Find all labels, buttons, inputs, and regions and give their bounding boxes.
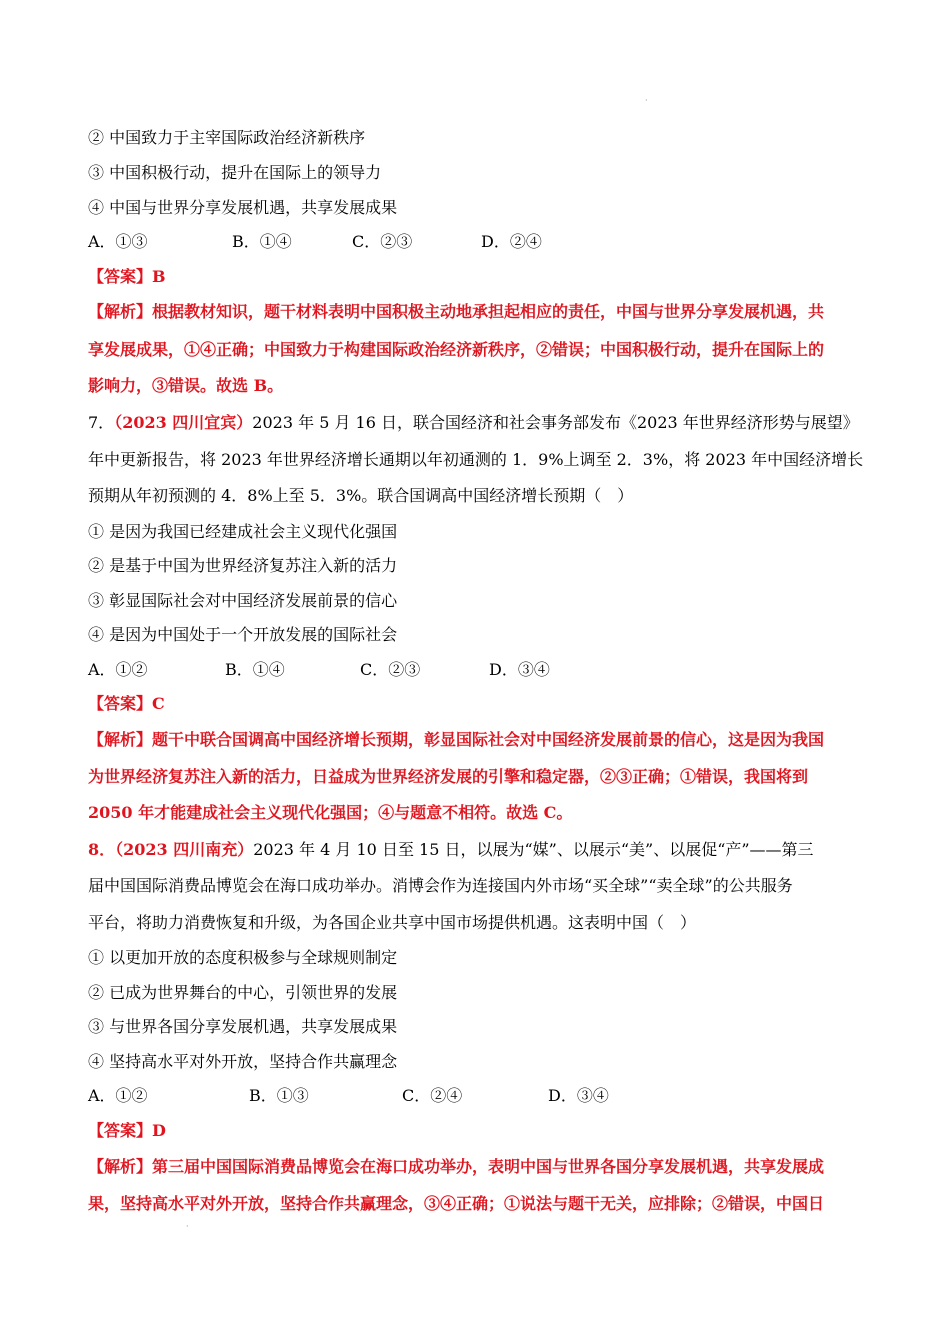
choice-d: D．③④ [548,1086,609,1105]
q7-option-1: ① 是因为我国已经建成社会主义现代化强国 [88,522,398,541]
q7-option-3: ③ 彰显国际社会对中国经济发展前景的信心 [88,591,398,610]
choice-b: B．①④ [232,232,292,251]
choice-b: B．①③ [249,1086,309,1105]
q7-stem-2: 年中更新报告，将 2023 年世界经济增长通期以年初通测的 1．9%上调至 2．3%，将 2023 年中国经济增长 [88,450,864,469]
prev-option-4: ④ 中国与世界分享发展机遇，共享发展成果 [88,198,398,217]
q7-analysis-3: 2050 年才能建成社会主义现代化强国；④与题意不相符。故选 C。 [88,803,573,822]
q7-answer: 【答案】C [88,694,165,713]
q8-number: 8． [88,840,116,859]
q8-source: （2023 四川南充） [115,840,254,859]
q7-stem-3: 预期从年初预测的 4．8%上至 5．3%。联合国调高中国经济增长预期（ ） [88,486,634,505]
q7-stem-text: 2023 年 5 月 16 日，联合国经济和社会事务部发布《2023 年世界经济形势与展望》 [252,413,859,432]
q8-stem-2: 届中国国际消费品博览会在海口成功举办。消博会作为连接国内外市场“买全球”“卖全球”的公共服务 [88,876,793,895]
q7-option-4: ④ 是因为中国处于一个开放发展的国际社会 [88,625,398,644]
q8-stem-1 [88,840,878,860]
choice-b: B．①④ [225,660,285,679]
q8-analysis-1: 【解析】第三届中国国际消费品博览会在海口成功举办，表明中国与世界各国分享发展机遇，共享发展成 [88,1157,825,1176]
choice-a: A．①③ [88,232,148,251]
q7-number: 7． [88,413,115,432]
q8-option-3: ③ 与世界各国分享发展机遇，共享发展成果 [88,1017,398,1036]
q8-stem-3: 平台，将助力消费恢复和升级，为各国企业共享中国市场提供机遇。这表明中国（ ） [88,913,697,932]
q8-stem-text: 2023 年 4 月 10 日至 15 日，以展为“媒”、以展示“美”、以展促“产”——第三 [253,840,814,859]
prev-analysis-3: 影响力，③错误。故选 B。 [88,376,284,395]
scan-dot: · [645,96,648,105]
q7-analysis-1: 【解析】题干中联合国调高中国经济增长预期，彰显国际社会对中国经济发展前景的信心，这是因为我国 [88,730,825,749]
prev-option-3: ③ 中国积极行动，提升在国际上的领导力 [88,163,382,182]
q7-stem-1 [88,413,878,433]
choice-a: A．①② [88,1086,148,1105]
prev-option-2: ② 中国致力于主宰国际政治经济新秩序 [88,128,366,147]
prev-analysis-2: 享发展成果，①④正确；中国致力于构建国际政治经济新秩序，②错误；中国积极行动，提升在国际上的 [88,340,825,359]
q8-analysis-2: 果，坚持高水平对外开放，坚持合作共赢理念，③④正确；①说法与题干无关，应排除；②错误，中国日 [88,1194,825,1213]
choice-d: D．②④ [481,232,542,251]
scan-dot: · [186,1222,189,1231]
choice-c: C．②④ [402,1086,463,1105]
choice-c: C．②③ [360,660,421,679]
q8-option-4: ④ 坚持高水平对外开放，坚持合作共赢理念 [88,1052,398,1071]
q8-option-2: ② 已成为世界舞台的中心，引领世界的发展 [88,983,398,1002]
q7-source: （2023 四川宜宾） [114,413,253,432]
q7-option-2: ② 是基于中国为世界经济复苏注入新的活力 [88,556,398,575]
choice-d: D．③④ [489,660,550,679]
q8-option-1: ① 以更加开放的态度积极参与全球规则制定 [88,948,398,967]
prev-analysis-1: 【解析】根据教材知识，题干材料表明中国积极主动地承担起相应的责任，中国与世界分享发展机遇，共 [88,302,825,321]
choice-a: A．①② [88,660,148,679]
q8-answer: 【答案】D [88,1121,166,1140]
q7-analysis-2: 为世界经济复苏注入新的活力，日益成为世界经济发展的引擎和稳定器，②③正确；①错误，我国将到 [88,767,809,786]
choice-c: C．②③ [352,232,413,251]
prev-answer: 【答案】B [88,267,166,286]
